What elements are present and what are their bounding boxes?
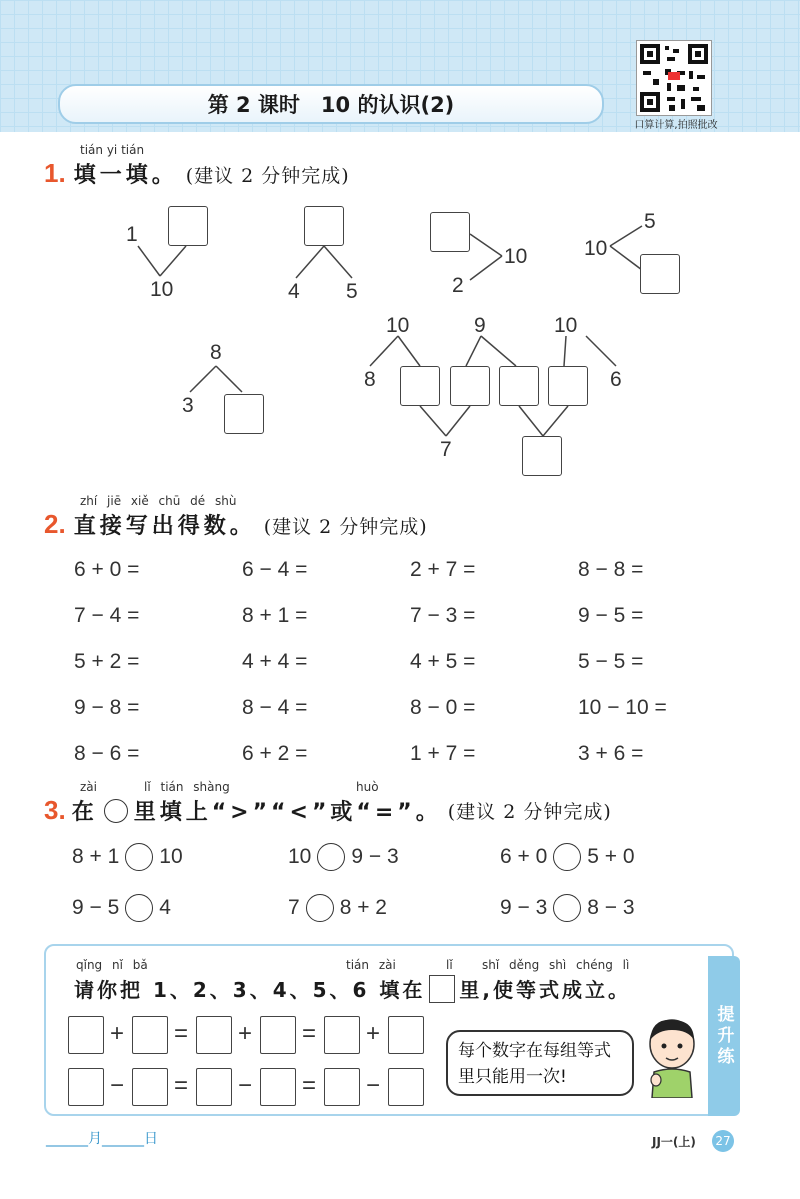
- answer-box[interactable]: [260, 1068, 296, 1106]
- challenge-pinyin-d: shǐ děng shì chéng lì: [482, 958, 630, 972]
- arithmetic-item[interactable]: 8 − 8 =: [578, 558, 644, 581]
- page-number: 27: [712, 1130, 734, 1152]
- arithmetic-item[interactable]: 5 − 5 =: [578, 650, 644, 673]
- section1-title: 填一填。: [73, 163, 178, 188]
- answer-box[interactable]: [132, 1068, 168, 1106]
- arithmetic-item[interactable]: 4 + 5 =: [410, 650, 476, 673]
- section3-title-a: 在: [71, 800, 98, 825]
- bond-label: 10: [554, 314, 578, 337]
- arithmetic-item[interactable]: 8 − 6 =: [74, 742, 140, 765]
- arithmetic-item[interactable]: 9 − 8 =: [74, 696, 140, 719]
- section2-heading: [44, 509, 428, 540]
- compare-circle[interactable]: [553, 843, 581, 871]
- bond-label: 5: [644, 210, 656, 233]
- book-tag: JJ一(上): [652, 1135, 696, 1149]
- blank-box[interactable]: [168, 206, 208, 246]
- number-bond-lines: [0, 0, 800, 500]
- section2-title: 直接写出得数。: [73, 514, 256, 539]
- qr-caption: 口算计算,拍照批改: [634, 120, 718, 131]
- section3-number: 3.: [44, 795, 66, 825]
- section3-title-b: 里填上“>”“<”或“=”。: [133, 800, 442, 825]
- compare-left: 9 − 3: [500, 896, 548, 919]
- section2-note: (建议 2 分钟完成): [263, 516, 428, 538]
- arithmetic-item[interactable]: 7 − 4 =: [74, 604, 140, 627]
- compare-left: 6 + 0: [500, 845, 548, 868]
- answer-box[interactable]: [324, 1016, 360, 1054]
- bond-label: 10: [504, 245, 528, 268]
- speech-bubble: 每个数字在每组等式里只能用一次!: [446, 1030, 634, 1096]
- compare-circle[interactable]: [306, 894, 334, 922]
- arithmetic-item[interactable]: 8 + 1 =: [242, 604, 308, 627]
- compare-item: [500, 843, 635, 871]
- blank-box[interactable]: [430, 212, 470, 252]
- arithmetic-grid: [74, 558, 714, 766]
- answer-box[interactable]: [68, 1016, 104, 1054]
- bond-label: 1: [126, 223, 138, 246]
- bond-label: 8: [364, 368, 376, 391]
- challenge-instruction: [74, 974, 631, 1003]
- compare-item: [500, 894, 635, 922]
- bond-label: 5: [346, 280, 358, 303]
- compare-left: 8 + 1: [72, 845, 120, 868]
- blank-box[interactable]: [522, 436, 562, 476]
- section1-number: 1.: [44, 158, 66, 188]
- operator: +: [366, 1020, 381, 1047]
- bond-label: 9: [474, 314, 486, 337]
- blank-box[interactable]: [400, 366, 440, 406]
- challenge-text-a: 请你把 1、2、3、4、5、6 填在: [74, 978, 426, 1002]
- operator: +: [238, 1020, 253, 1047]
- challenge-pinyin-c: lǐ: [446, 958, 453, 972]
- compare-item: [288, 894, 387, 922]
- operator: =: [174, 1072, 189, 1099]
- bond-label: 4: [288, 280, 300, 303]
- bond-label: 10: [386, 314, 410, 337]
- compare-right: 4: [159, 896, 171, 919]
- answer-box[interactable]: [68, 1068, 104, 1106]
- arithmetic-item[interactable]: 1 + 7 =: [410, 742, 476, 765]
- bond-label: 8: [210, 341, 222, 364]
- compare-item: [72, 843, 183, 871]
- section3-note: (建议 2 分钟完成): [447, 801, 612, 823]
- compare-item: [72, 894, 171, 922]
- compare-left: 9 − 5: [72, 896, 120, 919]
- blank-box[interactable]: [548, 366, 588, 406]
- arithmetic-item[interactable]: 8 − 0 =: [410, 696, 476, 719]
- operator: −: [366, 1072, 381, 1099]
- blank-box[interactable]: [224, 394, 264, 434]
- bond-label: 6: [610, 368, 622, 391]
- compare-right: 5 + 0: [587, 845, 635, 868]
- section3-pinyin-zai: zài: [80, 780, 97, 794]
- compare-right: 8 − 3: [587, 896, 635, 919]
- arithmetic-item[interactable]: 10 − 10 =: [578, 696, 667, 719]
- compare-left: 10: [288, 845, 312, 868]
- side-tab: 提升练: [708, 956, 740, 1116]
- operator: =: [302, 1072, 317, 1099]
- section3-pinyin-li: lǐ tián shàng: [144, 780, 230, 794]
- section3-pinyin-huo: huò: [356, 780, 379, 794]
- blank-box[interactable]: [499, 366, 539, 406]
- answer-box[interactable]: [196, 1016, 232, 1054]
- arithmetic-item[interactable]: 6 + 0 =: [74, 558, 140, 581]
- answer-box[interactable]: [388, 1016, 424, 1054]
- operator: −: [238, 1072, 253, 1099]
- section2-pinyin: zhí jiē xiě chū dé shù: [80, 494, 237, 508]
- answer-box[interactable]: [132, 1016, 168, 1054]
- blank-box[interactable]: [640, 254, 680, 294]
- answer-box[interactable]: [324, 1068, 360, 1106]
- blank-box[interactable]: [304, 206, 344, 246]
- circle-icon: [104, 799, 128, 823]
- section3-heading: [44, 795, 612, 826]
- arithmetic-item[interactable]: 9 − 5 =: [578, 604, 644, 627]
- compare-circle[interactable]: [125, 843, 153, 871]
- challenge-pinyin-a: qǐng nǐ bǎ: [76, 958, 148, 972]
- square-icon: [429, 975, 455, 1003]
- answer-box[interactable]: [260, 1016, 296, 1054]
- arithmetic-item[interactable]: 6 + 2 =: [242, 742, 308, 765]
- compare-circle[interactable]: [553, 894, 581, 922]
- boy-icon: [636, 1014, 706, 1098]
- operator: =: [174, 1020, 189, 1047]
- operator: +: [110, 1020, 125, 1047]
- answer-box[interactable]: [196, 1068, 232, 1106]
- compare-circle[interactable]: [125, 894, 153, 922]
- lesson-title-text: 第 2 课时 10 的认识(2): [207, 93, 455, 117]
- compare-right: 10: [159, 845, 183, 868]
- compare-right: 8 + 2: [339, 896, 387, 919]
- bond-label: 3: [182, 394, 194, 417]
- compare-item: [288, 843, 399, 871]
- compare-circle[interactable]: [317, 843, 345, 871]
- section1-note: (建议 2 分钟完成): [185, 165, 350, 187]
- arithmetic-item[interactable]: 3 + 6 =: [578, 742, 644, 765]
- bond-label: 10: [584, 237, 608, 260]
- operator: −: [110, 1072, 125, 1099]
- challenge-text-b: 里,使等式成立。: [459, 978, 632, 1002]
- blank-box[interactable]: [450, 366, 490, 406]
- arithmetic-item[interactable]: 6 − 4 =: [242, 558, 308, 581]
- compare-left: 7: [288, 896, 300, 919]
- section2-number: 2.: [44, 509, 66, 539]
- bond-label: 2: [452, 274, 464, 297]
- arithmetic-item[interactable]: 5 + 2 =: [74, 650, 140, 673]
- date-field[interactable]: ______月______日: [46, 1131, 158, 1147]
- arithmetic-item[interactable]: 7 − 3 =: [410, 604, 476, 627]
- arithmetic-item[interactable]: 2 + 7 =: [410, 558, 476, 581]
- bond-label: 10: [150, 278, 174, 301]
- arithmetic-item[interactable]: 8 − 4 =: [242, 696, 308, 719]
- arithmetic-item[interactable]: 4 + 4 =: [242, 650, 308, 673]
- operator: =: [302, 1020, 317, 1047]
- bond-label: 7: [440, 438, 452, 461]
- answer-box[interactable]: [388, 1068, 424, 1106]
- section1-pinyin: tián yi tián: [80, 143, 145, 157]
- challenge-pinyin-b: tián zài: [346, 958, 396, 972]
- compare-right: 9 − 3: [351, 845, 399, 868]
